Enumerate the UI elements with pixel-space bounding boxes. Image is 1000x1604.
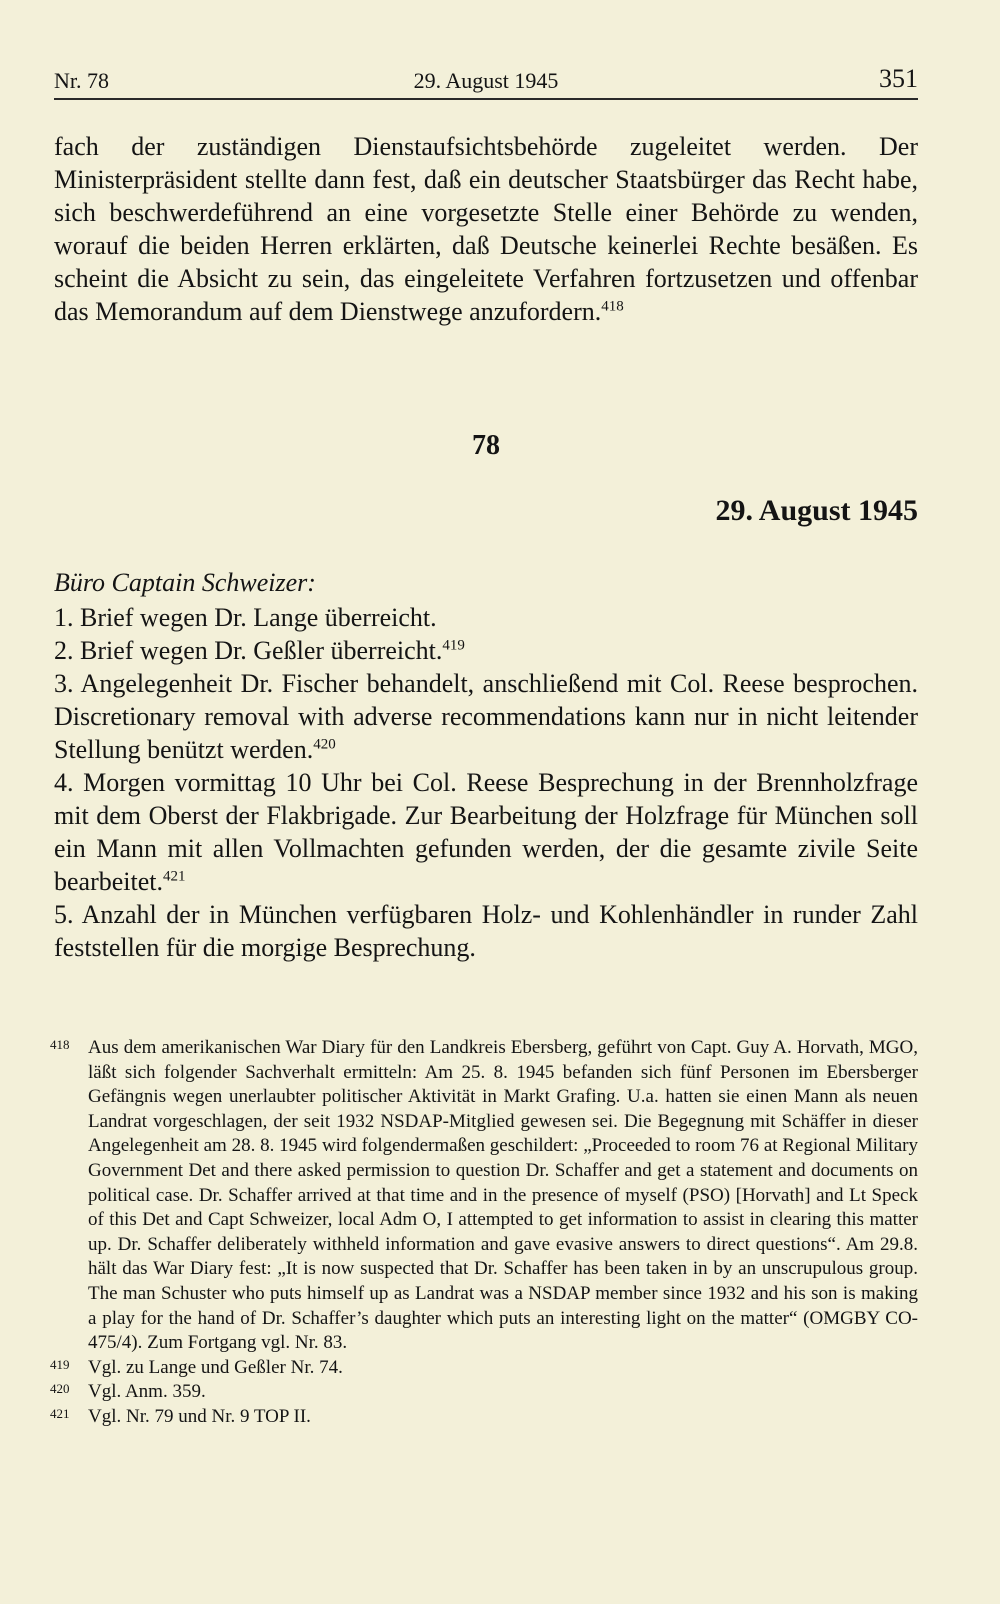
footnote-text: Aus dem amerikanischen War Diary für den Landkreis Ebersberg, geführt von Capt. Guy A. Horvath, MGO, läßt sich folgender Sachverhalt ermitteln: Am 25. 8. 1945 befanden sich fünf Personen im Ebersberger Gefängnis wegen unerlaubter politischer Aktivität in Markt Grafing. U.a. hatten sie einen Mann als neuen Landrat vorgeschlagen, der seit 1932 NSDAP-Mitglied gewesen sei. Die Begegnung mit Schäffer in dieser Angelegenheit am 28. 8. 1945 wird folgendermaßen geschildert: „Proceeded to room 76 at Regional Military Government Det and there asked permission to question Dr. Schaffer and get a statement and documents on political case. Dr. Schaffer arrived at that time and in the presence of myself (PSO) [Horvath] and Lt Speck of this Det and Capt Schweizer, local Adm O, I attempted to get information to assist in clearing this matter up. Dr. Schaffer deliberately withheld information and gave evasive answers to direct questions“. Am 29.8. hält das War Diary fest: „It is now suspected that Dr. Schaffer has been taken in by an unscrupulous group. The man Schuster who puts himself up as Landrat was a NSDAP member since 1932 and his son is making a play for the hand of Dr. Schaffer’s daughter which puts an interesting light on the matter“ (OMGBY CO-475/4). Zum Fortgang vgl. Nr. 83. [88,1037,918,1354]
list-item-text: 3. Angelegenheit Dr. Fischer behandelt, anschließend mit Col. Reese besprochen. Discretionary removal with adverse recommendations kann nur in nicht leitender Stellung benützt werden. [54,669,918,764]
footnote-ref: 418 [601,298,624,315]
page-number: 351 [879,64,918,93]
footnote-mark: 418 [50,1037,70,1052]
list-item [54,634,918,667]
footnote-mark: 421 [50,1405,70,1421]
footnote [50,1036,918,1356]
footnote-text: Vgl. Nr. 79 und Nr. 9 TOP II. [88,1405,311,1427]
document-number-heading: 78 [472,430,500,461]
footnote-text: Vgl. zu Lange und Geßler Nr. 74. [88,1356,343,1378]
footnote-text: Vgl. Anm. 359. [88,1381,206,1403]
list-item-text: 2. Brief wegen Dr. Geßler überreicht. [54,636,443,665]
continued-paragraph [54,130,918,328]
footnote-ref: 419 [442,637,465,654]
footnotes [50,1036,918,1430]
list-item-text: 5. Anzahl der in München verfügbaren Holz- und Kohlenhändler in runder Zahl feststellen für die morgige Besprechung. [54,900,918,962]
list-item [54,898,918,964]
document-entries [54,566,918,964]
footnote [50,1380,918,1405]
running-header [54,62,918,100]
list-item-text: 1. Brief wegen Dr. Lange überreicht. [54,603,437,632]
footnote-ref: 420 [313,736,336,753]
footnote-mark: 419 [50,1356,70,1372]
footnote [50,1405,918,1430]
footnote-mark: 420 [50,1381,70,1397]
footnote [50,1356,918,1381]
document-date-heading: 29. August 1945 [715,494,918,527]
header-date: 29. August 1945 [413,68,559,93]
list-item [54,766,918,898]
continued-paragraph-text [54,130,918,328]
list-item [54,601,918,634]
list-item [54,667,918,766]
list-item-text: 4. Morgen vormittag 10 Uhr bei Col. Reese Besprechung in der Brennholzfrage mit dem Oberst der Flakbrigade. Zur Bearbeitung der Holzfrage für München soll ein Mann mit allen Vollmachten gefunden werden, der die gesamte zivile Seite bearbeitet. [54,768,918,896]
book-page [50,0,918,1604]
header-document-number: Nr. 78 [54,68,109,93]
paragraph-text: fach der zuständigen Dienstaufsichtsbehörde zugeleitet werden. Der Ministerpräsident stellte dann fest, daß ein deutscher Staatsbürger das Recht habe, sich beschwerdeführend an eine vorgesetzte Stelle einer Behörde zu wenden, worauf die beiden Herren erklärten, daß Deutsche keinerlei Rechte besäßen. Es scheint die Absicht zu sein, das eingeleitete Verfahren fortzusetzen und offenbar das Memorandum auf dem Dienstwege anzufordern. [54,132,918,326]
office-heading: Büro Captain Schweizer: [54,568,316,597]
footnote-ref: 421 [163,868,186,885]
